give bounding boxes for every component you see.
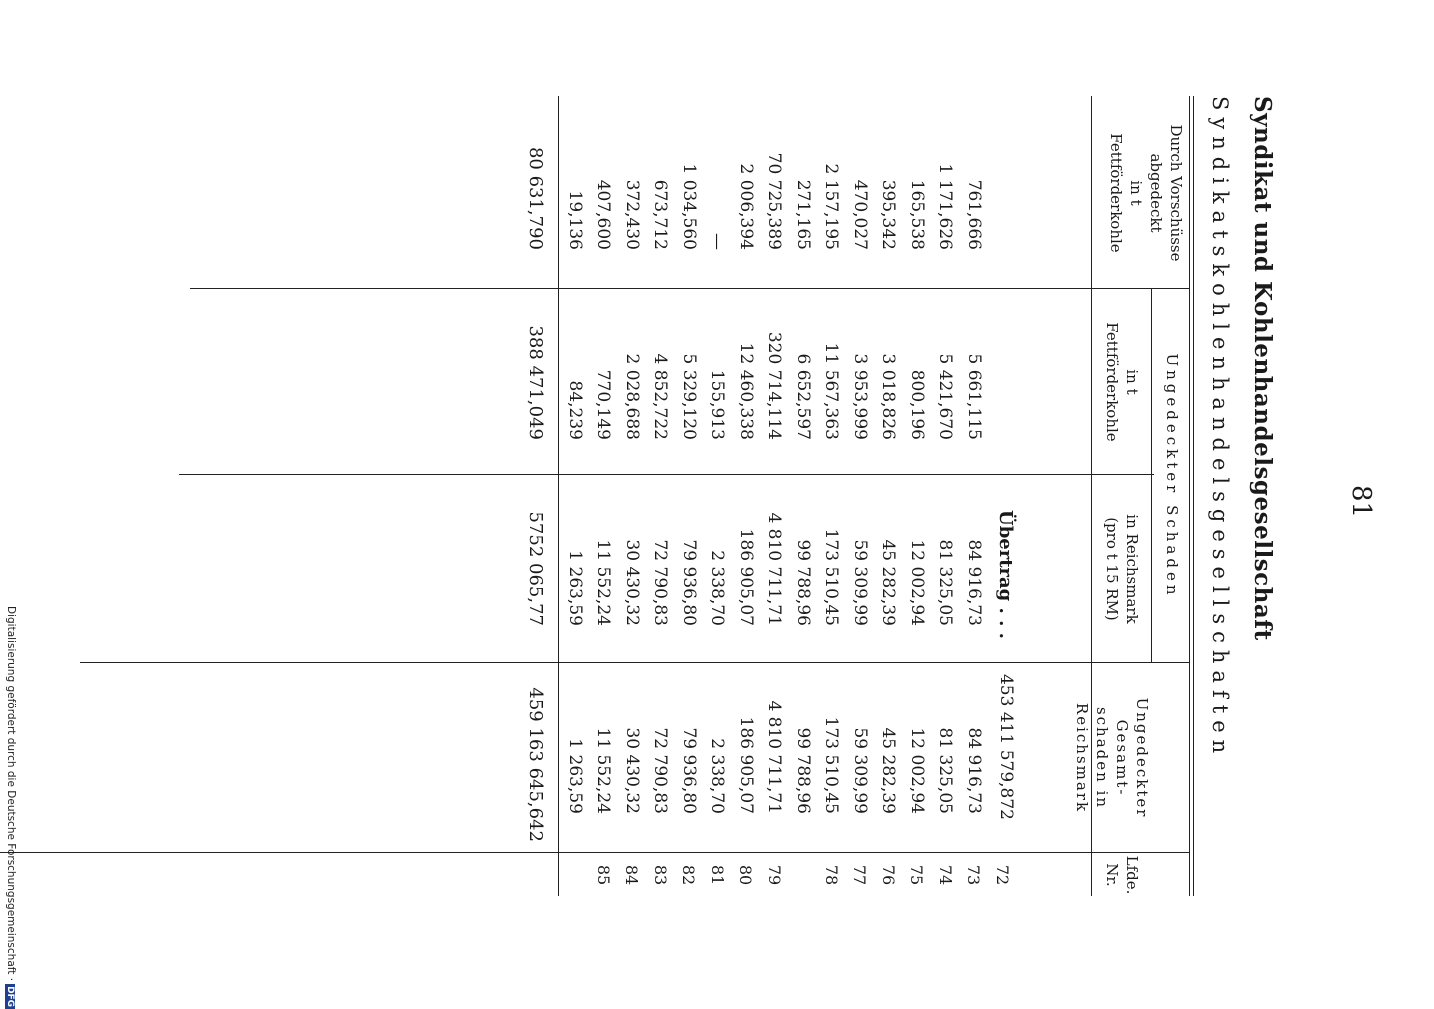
table-cell: 5 329,120 [679, 353, 699, 440]
table-cell: 673,712 [650, 179, 671, 250]
table-cell: 186 905,07 [736, 716, 756, 814]
table-cell: 99 788,96 [793, 727, 813, 814]
table-cell: 1 263,59 [565, 550, 585, 626]
table-cell: 3 018,826 [878, 353, 899, 440]
table-cell: 84,239 [565, 380, 585, 440]
row-number: 82 [679, 864, 699, 886]
table-cell: 11 567,363 [821, 342, 842, 440]
total-col3: 5752 065,77 [525, 511, 546, 626]
table-cell: 19,136 [565, 190, 585, 250]
row-number: 83 [651, 864, 670, 886]
table-cell: 99 788,96 [793, 539, 813, 626]
table-cell: 320 714,114 [764, 331, 785, 440]
row-number: 76 [879, 864, 898, 886]
table-cell: 2 338,70 [707, 738, 728, 814]
table-cell: 395,342 [878, 179, 899, 250]
table-cell: 173 510,45 [821, 528, 842, 626]
row-number: 75 [907, 864, 927, 886]
table-cell: 761,666 [964, 179, 984, 250]
table-cell: 372,430 [622, 179, 642, 250]
table-cell: 800,196 [907, 369, 927, 440]
row-number: 77 [850, 864, 870, 886]
table-cell: 12 460,338 [736, 342, 756, 440]
col-divider-2 [179, 474, 1154, 475]
uebertrag-value: 453 411 579,872 [996, 673, 1016, 820]
row-number: 81 [708, 864, 727, 886]
table-cell: 4 810 711,71 [764, 700, 785, 814]
row-number: 72 [993, 864, 1012, 886]
total-col1: 80 631,790 [525, 146, 546, 250]
row-number: 78 [822, 864, 841, 886]
table-cell: 186 905,07 [736, 528, 756, 626]
header-col2: in t Fettförderkohle [1103, 322, 1141, 442]
table-cell: 770,149 [593, 369, 614, 440]
page-title: Syndikat und Kohlenhandelsgesellschaft [1249, 96, 1276, 641]
header-group: Ungedeckter Schaden [1163, 353, 1181, 599]
table-top-double-rule [1193, 96, 1194, 896]
table-cell: 45 282,39 [878, 727, 899, 814]
table-cell: 2 028,688 [622, 353, 642, 440]
col-divider-3 [80, 662, 1190, 663]
table-cell: 59 309,99 [850, 727, 870, 814]
row-number: 84 [622, 864, 642, 886]
table-cell: 84 916,73 [964, 539, 984, 626]
total-rule [558, 96, 559, 896]
table-cell: 271,165 [793, 179, 813, 250]
table-cell: 1 171,626 [935, 163, 956, 250]
table-top-double-rule-2 [1189, 96, 1190, 896]
table-cell: 11 552,24 [593, 727, 614, 814]
table-cell: 6 652,597 [793, 353, 813, 440]
table-cell: — [707, 233, 728, 250]
table-cell: 30 430,32 [622, 539, 642, 626]
header-col1: Durch Vorschüsse abgedeckt in t Fettförderkohle [1107, 124, 1185, 262]
table-cell: 11 552,24 [593, 539, 614, 626]
row-number: 74 [936, 864, 955, 886]
dfg-logo: DFG [5, 986, 15, 1008]
row-number: 73 [964, 864, 984, 886]
page-number: 81 [1346, 485, 1376, 519]
table-cell: 81 325,05 [935, 727, 956, 814]
table-cell: 1 034,560 [679, 163, 699, 250]
table-cell: 3 953,999 [850, 353, 870, 440]
total-col4: 459 163 645,642 [525, 687, 546, 842]
total-col2: 388 471,049 [525, 325, 546, 440]
table-cell: 165,538 [907, 179, 927, 250]
header-col3: in Reichsmark (pro t 15 RM) [1103, 514, 1141, 624]
row-number: 85 [594, 864, 613, 886]
table-cell: 470,027 [850, 179, 870, 250]
table-cell: 4 852,722 [650, 353, 671, 440]
table-cell: 72 790,83 [650, 727, 671, 814]
digitization-text: Digitalisierung gefördert durch die Deutsche Forschungsgemeinschaft · [5, 606, 17, 982]
table-cell: 12 002,94 [907, 539, 927, 626]
table-cell: 12 002,94 [907, 727, 927, 814]
header-col4: Ungedeckter Gesamt- schaden in Reichsmark [1073, 697, 1151, 819]
table-cell: 5 421,670 [935, 353, 956, 440]
table-cell: 72 790,83 [650, 539, 671, 626]
header-col5: Lfde. Nr. [1103, 855, 1141, 895]
col-divider-4 [0, 852, 1190, 853]
table-cell: 79 936,80 [679, 539, 699, 626]
digitization-note [0, 604, 20, 1008]
row-number: 80 [736, 864, 756, 886]
table-cell: 59 309,99 [850, 539, 870, 626]
table-cell: 2 006,394 [736, 163, 756, 250]
col-divider-1 [190, 288, 1190, 289]
group-header-rule [1151, 288, 1152, 662]
page-subtitle: Syndikatskohlenhandelsgesellschaften [1208, 96, 1232, 761]
table-cell: 30 430,32 [622, 727, 642, 814]
uebertrag-label: Übertrag . . . [995, 510, 1016, 639]
table-cell: 5 661,115 [964, 353, 984, 440]
table-cell: 79 936,80 [679, 727, 699, 814]
table-cell: 2 157,195 [821, 163, 842, 250]
table-cell: 45 282,39 [878, 539, 899, 626]
table-cell: 81 325,05 [935, 539, 956, 626]
row-number: 79 [765, 864, 784, 886]
table-cell: 4 810 711,71 [764, 512, 785, 626]
table-cell: 1 263,59 [565, 738, 585, 814]
table-cell: 407,600 [593, 179, 614, 250]
table-cell: 2 338,70 [707, 550, 728, 626]
table-cell: 70 725,389 [764, 152, 785, 250]
table-cell: 173 510,45 [821, 716, 842, 814]
table-cell: 155,913 [707, 369, 728, 440]
table-cell: 84 916,73 [964, 727, 984, 814]
